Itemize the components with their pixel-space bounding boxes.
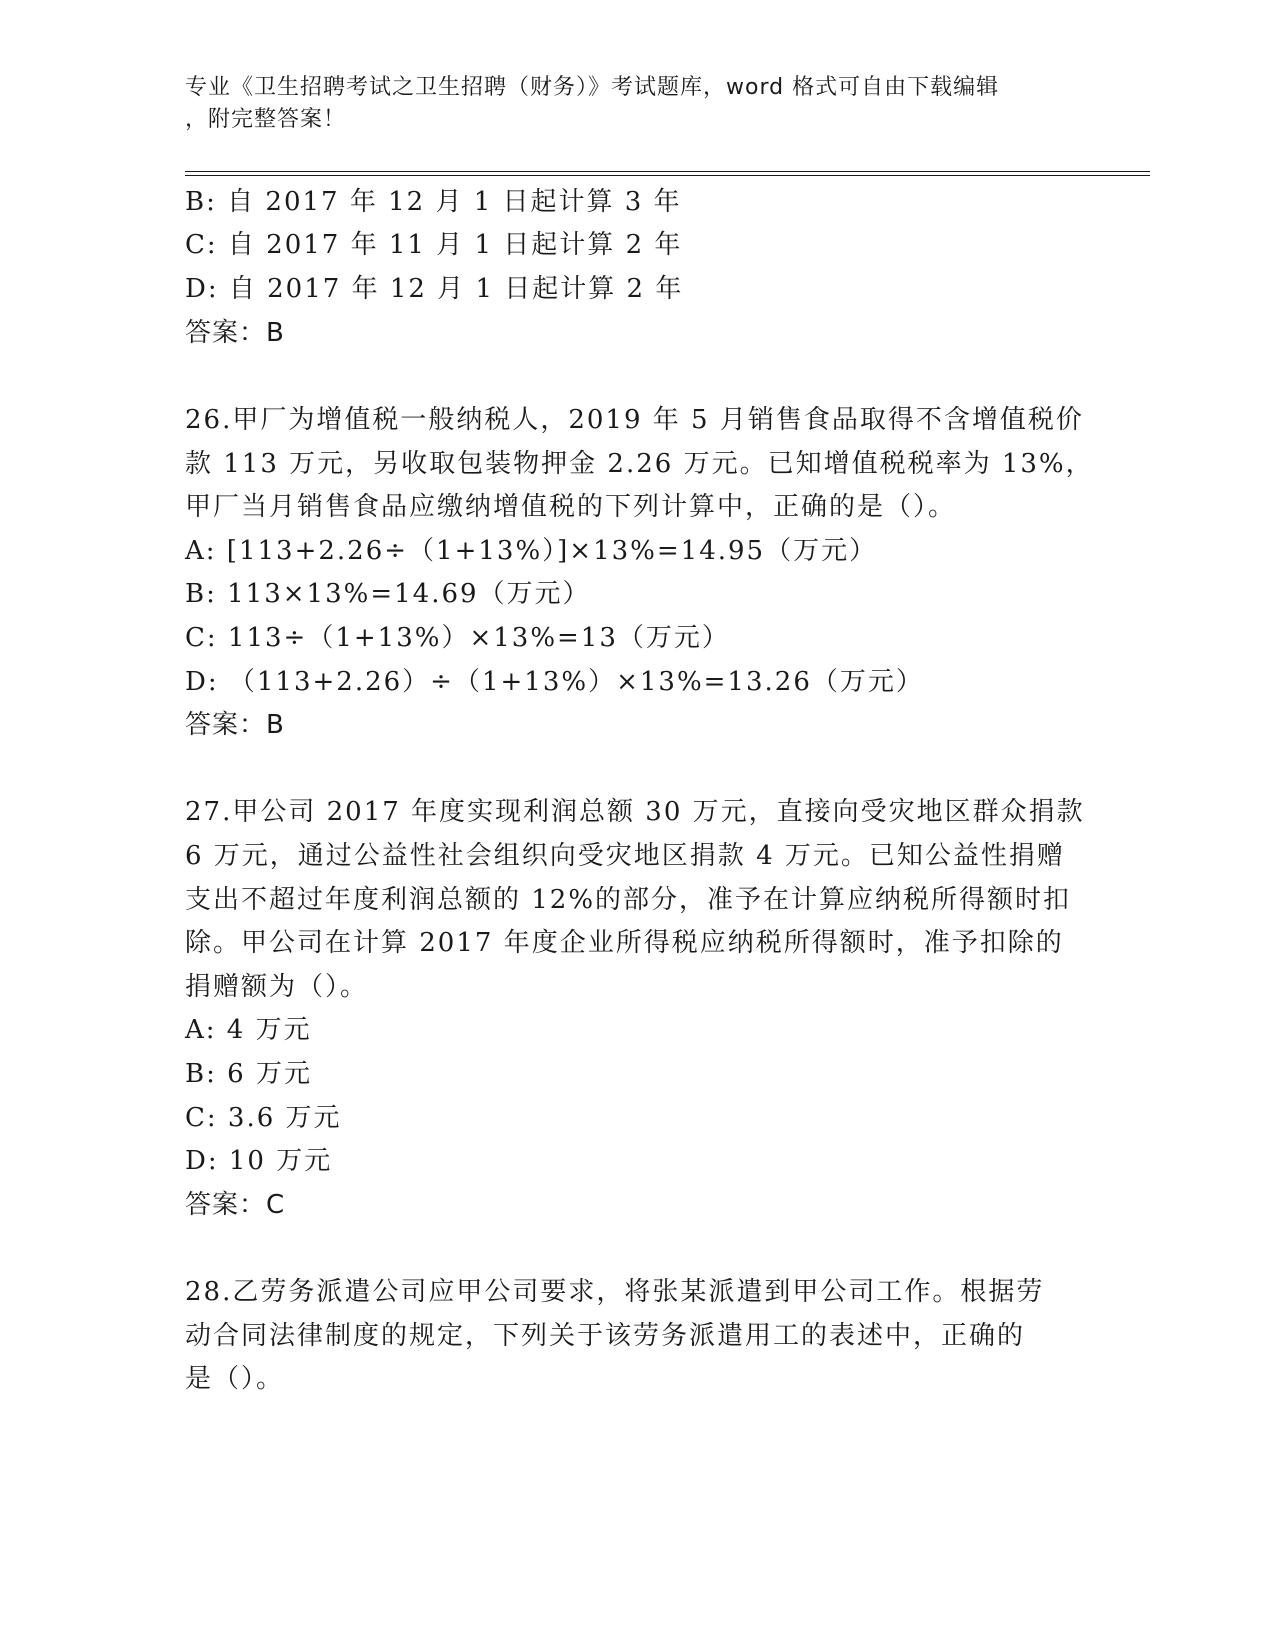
q28-stem-line-1: 28.乙劳务派遣公司应甲公司要求，将张某派遣到甲公司工作。根据劳 [185, 1277, 1045, 1307]
q27-option-d: D: 10 万元 [185, 1146, 333, 1176]
q26-option-a: A: [113+2.26÷（1+13%）]×13%=14.95（万元） [185, 536, 878, 566]
q25-option-d: D: 自 2017 年 12 月 1 日起计算 2 年 [185, 274, 684, 304]
q25-option-c: C: 自 2017 年 11 月 1 日起计算 2 年 [185, 230, 683, 260]
header-title-line-2: ，附完整答案！ [185, 107, 347, 132]
q28-stem-line-2: 动合同法律制度的规定，下列关于该劳务派遣用工的表述中，正确的 [185, 1321, 1026, 1351]
q26-stem-line-2: 款 113 万元，另收取包装物押金 2.26 万元。已知增值税税率为 13%， [185, 449, 1094, 479]
q27-option-b: B: 6 万元 [185, 1059, 312, 1089]
header-rule-top [185, 171, 1150, 172]
header-rule-bottom [185, 175, 1150, 176]
q26-answer: 答案：B [185, 710, 285, 740]
q28-stem-line-3: 是（）。 [185, 1364, 285, 1394]
q26-stem-line-3: 甲厂当月销售食品应缴纳增值税的下列计算中，正确的是（）。 [185, 492, 957, 522]
q27-stem-line-5: 捐赠额为（）。 [185, 972, 369, 1002]
header-title-line-1: 专业《卫生招聘考试之卫生招聘（财务）》考试题库，word 格式可自由下载编辑 [185, 75, 1000, 100]
q27-stem-line-2: 6 万元，通过公益性社会组织向受灾地区捐款 4 万元。已知公益性捐赠 [185, 841, 1065, 871]
q25-answer: 答案：B [185, 318, 285, 348]
q27-stem-line-4: 除。甲公司在计算 2017 年度企业所得税应纳税所得额时，准予扣除的 [185, 928, 1064, 958]
q26-stem-line-1: 26.甲厂为增值税一般纳税人，2019 年 5 月销售食品取得不含增值税价 [185, 405, 1084, 435]
q26-option-d: D: （113+2.26）÷（1+13%）×13%=13.26（万元） [185, 667, 924, 697]
q27-option-a: A: 4 万元 [185, 1015, 312, 1045]
q27-answer: 答案：C [185, 1190, 286, 1220]
q26-option-c: C: 113÷（1+13%）×13%=13（万元） [185, 623, 730, 653]
q26-option-b: B: 113×13%=14.69（万元） [185, 579, 591, 609]
q27-option-c: C: 3.6 万元 [185, 1103, 342, 1133]
q25-option-b: B: 自 2017 年 12 月 1 日起计算 3 年 [185, 187, 682, 217]
q27-stem-line-1: 27.甲公司 2017 年度实现利润总额 30 万元，直接向受灾地区群众捐款 [185, 797, 1085, 827]
q27-stem-line-3: 支出不超过年度利润总额的 12%的部分，准予在计算应纳税所得额时扣 [185, 885, 1072, 915]
